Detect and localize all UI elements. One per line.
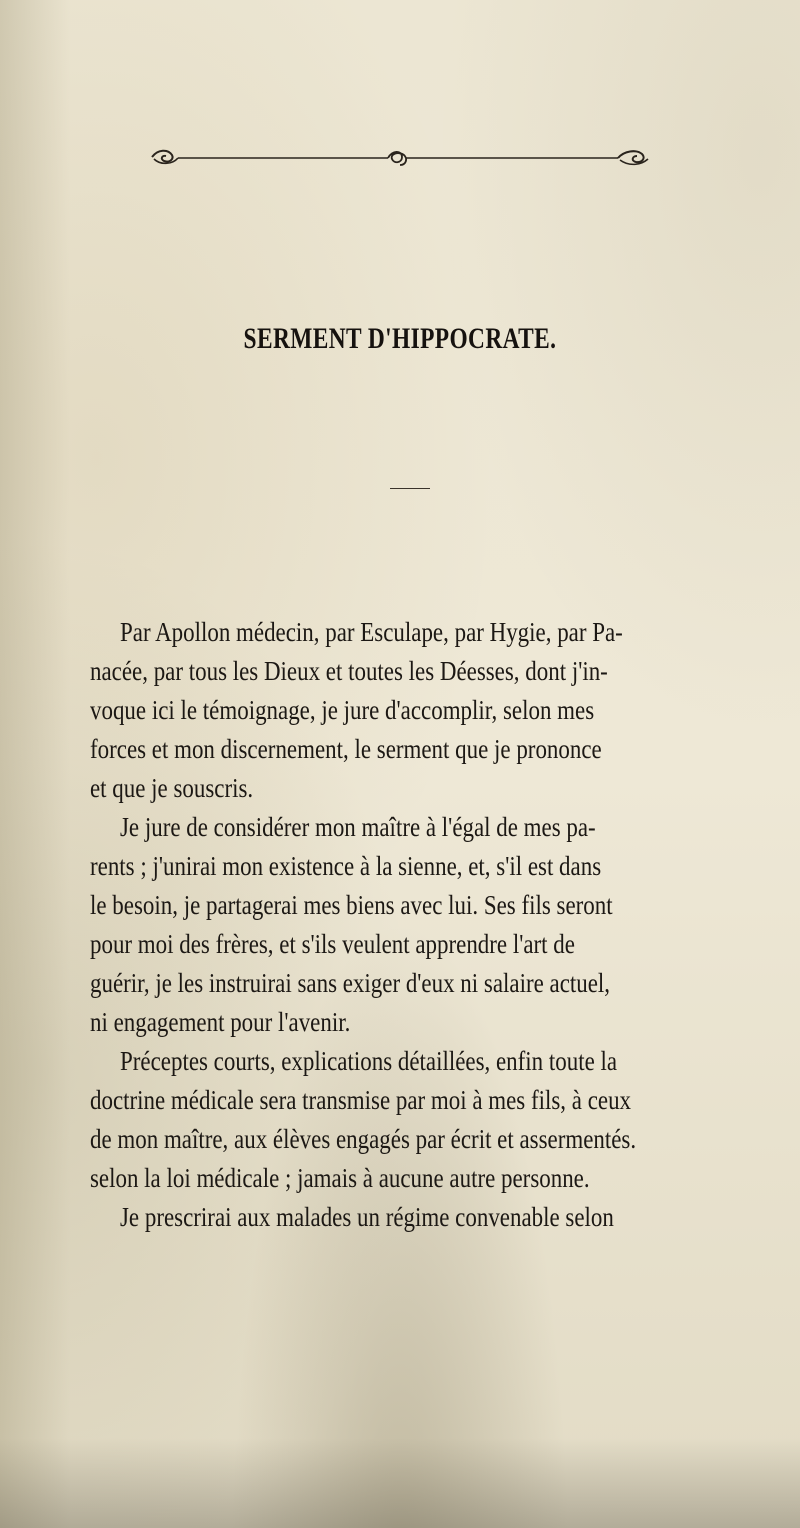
- text-line: le besoin, je partagerai mes biens avec lui. Ses fils seront: [90, 890, 613, 920]
- paragraph-2: [90, 808, 764, 1042]
- text-line: ni engagement pour l'avenir.: [90, 1007, 351, 1037]
- ornament-center-knot: [388, 152, 406, 165]
- paragraph-1: [90, 613, 764, 808]
- ornament-right-flourish: [618, 151, 648, 164]
- text-line: Je prescrirai aux malades un régime convenable selon: [120, 1202, 614, 1232]
- paragraph-4: [90, 1198, 764, 1237]
- text-line: Préceptes courts, explications détaillées, enfin toute la: [120, 1046, 618, 1076]
- paragraph-3: [90, 1042, 764, 1198]
- text-line: voque ici le témoignage, je jure d'accomplir, selon mes: [90, 695, 595, 725]
- text-line: rents ; j'unirai mon existence à la sienne, et, s'il est dans: [90, 851, 602, 881]
- text-line: Par Apollon médecin, par Esculape, par Hygie, par Pa-: [120, 617, 623, 647]
- ornamental-divider: [150, 145, 650, 169]
- page-stain-bottom: [0, 1438, 800, 1528]
- text-line: de mon maître, aux élèves engagés par écrit et assermentés.: [90, 1124, 637, 1154]
- text-line: et que je souscris.: [90, 773, 254, 803]
- page-title: SERMENT D'HIPPOCRATE.: [243, 322, 557, 355]
- oath-text: [90, 613, 764, 1237]
- text-line: guérir, je les instruirai sans exiger d'eux ni salaire actuel,: [90, 968, 611, 998]
- title-rule: [390, 488, 430, 489]
- text-line: Je jure de considérer mon maître à l'égal de mes pa-: [120, 812, 596, 842]
- text-line: selon la loi médicale ; jamais à aucune autre personne.: [90, 1163, 590, 1193]
- ornament-left-flourish: [152, 151, 178, 164]
- text-line: forces et mon discernement, le serment que je prononce: [90, 734, 602, 764]
- page-stain-left: [0, 0, 70, 1528]
- text-line: nacée, par tous les Dieux et toutes les Déesses, dont j'in-: [90, 656, 608, 686]
- text-line: pour moi des frères, et s'ils veulent apprendre l'art de: [90, 929, 575, 959]
- text-line: doctrine médicale sera transmise par moi à mes fils, à ceux: [90, 1085, 632, 1115]
